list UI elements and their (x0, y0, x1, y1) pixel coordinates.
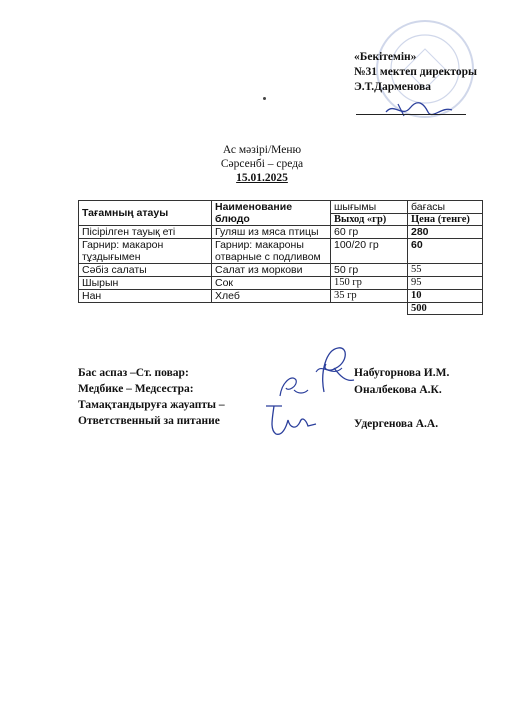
table-total-row (79, 303, 483, 315)
role-responsible-ru: Ответственный за питание (78, 415, 220, 427)
table-row (79, 239, 483, 264)
table-header-row-1 (79, 201, 483, 214)
header-dish-name-kz: Тағамның атауы (79, 201, 212, 226)
signature-line (356, 114, 466, 115)
cell-price: 10 (408, 290, 483, 303)
cell-dish-ru: Хлеб (212, 290, 331, 303)
cell-dish-ru: Гарнир: макароны отварные с подливом (212, 239, 331, 264)
cell-price: 55 (408, 264, 483, 277)
director-signature (384, 98, 454, 120)
cell-price: 280 (408, 226, 483, 239)
empty-cell (212, 303, 331, 315)
approval-director-name: Э.Т.Дарменова (354, 81, 431, 93)
menu-title (0, 143, 524, 185)
cell-dish-ru: Сок (212, 277, 331, 290)
cell-dish-kz: Сәбіз салаты (79, 264, 212, 277)
role-chef: Бас аспаз –Ст. повар: (78, 367, 189, 379)
empty-cell (79, 303, 212, 315)
approval-position: №31 мектеп директоры (354, 66, 477, 78)
approval-block (354, 50, 477, 95)
cell-dish-kz: Нан (79, 290, 212, 303)
responsible-signature (262, 400, 318, 440)
menu-table (78, 200, 483, 315)
cell-yield: 150 гр (331, 277, 408, 290)
name-nurse: Оналбекова А.К. (354, 384, 442, 396)
cell-dish-kz: Пісірілген тауық еті (79, 226, 212, 239)
cell-yield: 100/20 гр (331, 239, 408, 264)
cell-yield: 60 гр (331, 226, 408, 239)
approval-label: «Бекітемін» (354, 51, 417, 63)
cell-dish-kz: Шырын (79, 277, 212, 290)
table-row (79, 264, 483, 277)
header-yield-kz: шығымы (331, 201, 408, 214)
title-line-1: Ас мәзірі/Меню (222, 144, 302, 156)
header-price-ru: Цена (тенге) (408, 214, 483, 226)
header-yield-ru: Выход «гр) (331, 214, 408, 226)
header-price-kz: бағасы (408, 201, 483, 214)
header-dish-name-ru: Наименование блюдо (212, 201, 331, 226)
name-responsible: Удергенова А.А. (354, 418, 439, 430)
footer-roles (78, 365, 225, 429)
table-row (79, 290, 483, 303)
cell-dish-ru: Гуляш из мяса птицы (212, 226, 331, 239)
cell-price: 95 (408, 277, 483, 290)
nurse-signature (276, 372, 310, 402)
title-weekday: Сәрсенбі – среда (220, 158, 304, 170)
cell-price: 60 (408, 239, 483, 264)
role-nurse: Медбике – Медсестра: (78, 383, 194, 395)
scan-dot (263, 97, 266, 100)
empty-cell (331, 303, 408, 315)
cell-total: 500 (408, 303, 483, 315)
role-responsible-kz: Тамақтандыруға жауапты – (78, 399, 225, 411)
cell-yield: 50 гр (331, 264, 408, 277)
cell-dish-ru: Салат из моркови (212, 264, 331, 277)
title-date: 15.01.2025 (236, 172, 288, 184)
cell-yield: 35 гр (331, 290, 408, 303)
chef-signature (312, 342, 356, 396)
table-row (79, 277, 483, 290)
cell-dish-kz: Гарнир: макарон тұздығымен (79, 239, 212, 264)
name-chef: Набугорнова И.М. (354, 367, 450, 379)
table-row (79, 226, 483, 239)
